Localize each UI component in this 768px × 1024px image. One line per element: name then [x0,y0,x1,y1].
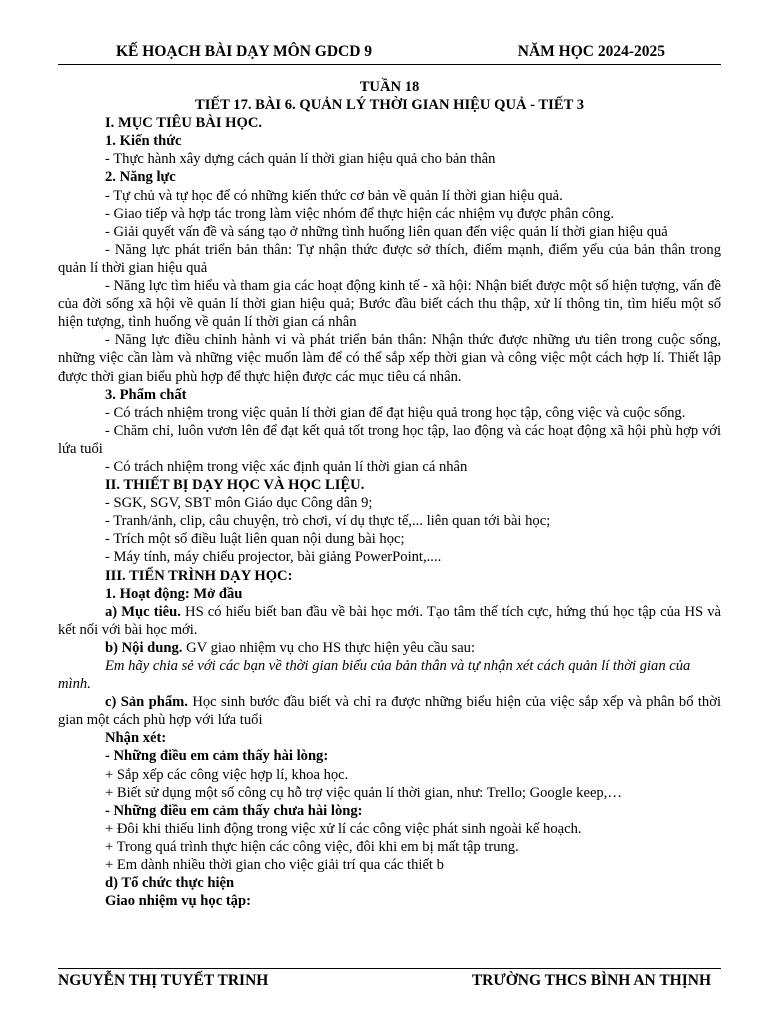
section-heading-process: III. TIẾN TRÌNH DẠY HỌC: [105,567,293,584]
product-label: c) Sản phẩm. [105,694,188,711]
ability-item: - Năng lực phát triển bản thân: Tự nhận thức được sở thích, điểm mạnh, điểm yếu của bản thân trong quản lí thời gian hiệu quả [58,241,721,276]
quality-item: - Có trách nhiệm trong việc xác định quản lí thời gian cá nhân [105,458,468,475]
product-paragraph [58,693,721,729]
ability-item: - Năng lực tìm hiểu và tham gia các hoạt động kinh tế - xã hội: Nhận biết được một số hiện tượng, vấn đề của đời sống xã hội về quản lí thời gian hiệu quả; Bước đầu biết cách thu thập, xử lí thông tin, tìm hiểu một số hiện tượng, tình huống về quản lí thời gian cá nhân [58,278,721,331]
satisfied-item: + Sắp xếp các công việc hợp lí, khoa học. [105,766,349,783]
ability-item: - Năng lực điều chỉnh hành vi và phát triển bản thân: Nhận thức được những ưu tiên trong cuộc sống, những việc cần làm và những việc muốn làm để có thể sắp xếp thời gian và công việc một cách hợp lí. Thiết lập được thời gian biểu phù hợp để thực hiện được các mục tiêu cá nhân. [58,332,721,385]
goal-label: a) Mục tiêu. [105,603,181,620]
page-header [58,42,721,65]
subheading-ability: 2. Năng lực [105,169,176,186]
footer-school-name: TRƯỜNG THCS BÌNH AN THỊNH [471,972,711,989]
section-heading-equipment: II. THIẾT BỊ DẠY HỌC VÀ HỌC LIỆU. [105,477,365,494]
document-page [58,0,721,1024]
activity-heading: 1. Hoạt động: Mở đầu [105,585,243,602]
content-text: GV giao nhiệm vụ cho HS thực hiện yêu cầu sau: [182,639,476,656]
quality-item: - Chăm chỉ, luôn vươn lên để đạt kết quả tốt trong học tập, lao động và các hoạt động xã hội phù hợp với lứa tuổi [58,422,721,457]
knowledge-item: - Thực hành xây dựng cách quản lí thời gian hiệu quả cho bản thân [105,151,496,168]
unsatisfied-item: + Trong quá trình thực hiện các công việc, đôi khi em bị mất tập trung. [105,838,519,855]
remark-heading: Nhận xét: [105,730,167,747]
document-body [58,78,721,910]
unsatisfied-item: + Đôi khi thiếu linh động trong việc xử lí các công việc phát sinh ngoài kế hoạch. [105,820,582,837]
page-footer [58,968,721,993]
goal-paragraph [58,603,721,639]
satisfied-item: + Biết sử dụng một số công cụ hỗ trợ việc quản lí thời gian, như: Trello; Google keep,… [105,784,622,801]
header-subject: KẾ HOẠCH BÀI DẠY MÔN GDCD 9 [116,43,373,60]
equipment-item: - SGK, SGV, SBT môn Giáo dục Công dân 9; [105,495,373,512]
lesson-title: TIẾT 17. BÀI 6. QUẢN LÝ THỜI GIAN HIỆU QUẢ - TIẾT 3 [195,97,584,114]
subheading-knowledge: 1. Kiến thức [105,133,182,150]
organization-heading: d) Tổ chức thực hiện [105,875,235,892]
equipment-item: - Tranh/ảnh, clip, câu chuyện, trò chơi, ví dụ thực tế,... liên quan tới bài học; [105,513,551,530]
footer-teacher-name: NGUYỄN THỊ TUYẾT TRINH [58,972,269,989]
equipment-item: - Trích một số điều luật liên quan nội dung bài học; [105,531,405,548]
unsatisfied-heading: - Những điều em cảm thấy chưa hài lòng: [105,802,363,819]
ability-item: - Tự chủ và tự học để có những kiến thức cơ bản về quản lí thời gian hiệu quả. [105,187,563,204]
ability-item: - Giải quyết vấn đề và sáng tạo ở những tình huống liên quan đến việc quản lí thời gian hiệu quả [105,223,668,240]
content-label: b) Nội dung. [105,639,183,656]
equipment-item: - Máy tính, máy chiếu projector, bài giảng PowerPoint,.... [105,549,442,566]
goal-text: HS có hiểu biết ban đầu về bài học mới. Tạo tâm thế tích cực, hứng thú học tập của HS và kết nối với bài học mới. [58,603,722,638]
week-label: TUẦN 18 [359,79,420,95]
header-school-year: NĂM HỌC 2024-2025 [517,43,665,60]
quality-item: - Có trách nhiệm trong việc quản lí thời gian để đạt hiệu quả trong học tập, công việc và cuộc sống. [105,404,686,421]
ability-item: - Giao tiếp và hợp tác trong làm việc nhóm để thực hiện các nhiệm vụ được phân công. [105,205,615,222]
product-text: Học sinh bước đầu biết và chỉ ra được những biểu hiện của việc sắp xếp và phân bổ thời gian một cách phù hợp với lứa tuổi [58,694,721,729]
unsatisfied-item: + Em dành nhiều thời gian cho việc giải trí qua các thiết b [105,857,444,874]
subheading-quality: 3. Phẩm chất [105,386,187,403]
section-heading-objectives: I. MỤC TIÊU BÀI HỌC. [105,115,263,132]
content-paragraph [58,639,721,657]
task-statement: Em hãy chia sẻ với các bạn về thời gian biểu của bản thân và tự nhận xét cách quản lí thời gian của mình. [58,658,691,693]
satisfied-heading: - Những điều em cảm thấy hài lòng: [105,748,329,765]
task-assign-heading: Giao nhiệm vụ học tập: [105,893,251,910]
